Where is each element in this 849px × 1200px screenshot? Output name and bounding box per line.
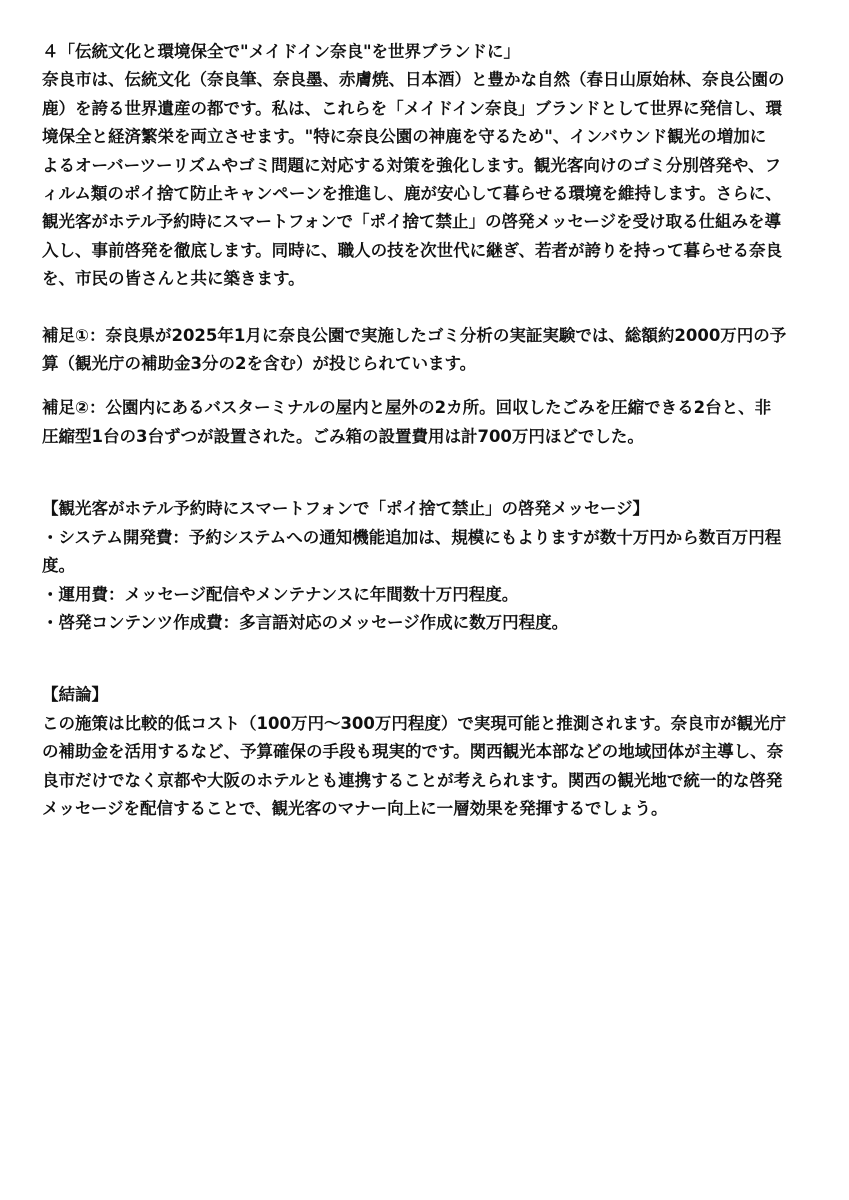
section-heading: ４「伝統文化と環境保全で"メイドイン奈良"を世界ブランドに」 (42, 42, 521, 61)
note-2: 補足②：公園内にあるバスターミナルの屋内と屋外の2カ所。回収したごみを圧縮できる2台と、非 圧縮型1台の3台ずつが設置された。ごみ箱の設置費用は計700万円ほどでした。 (42, 398, 772, 446)
section-body: 奈良市は、伝統文化（奈良筆、奈良墨、赤膚焼、日本酒）と豊かな自然（春日山原始林、奈良公園の 鹿）を誇る世界遺産の都です。私は、これらを「メイドイン奈良」ブランドとして世界に発信し、環 境保全と経済繁栄を両立させます。"特に奈良公園の神鹿を守るため"、インバウンド観光の増加に よるオーバーツーリズムやゴミ問題に対応する対策を強化します。観光客向けのゴミ分別啓発や、フ ィルム類のポイ捨て防止キャンペーンを推進し、鹿が安心して暮らせる環境を維持します。さらに、 観光客がホテル予約時にスマートフォンで「ポイ捨て禁止」の啓発メッセージを受け取る仕組みを導 入し、事前啓発を徹底します。同時に、職人の技を次世代に継ぎ、若者が誇りを持って暮らせる奈良 を、市民の皆さんと共に築きます。 (42, 70, 785, 289)
cost-list (42, 524, 812, 638)
message-section-heading: 【観光客がホテル予約時にスマートフォンで「ポイ捨て禁止」の啓発メッセージ】 (42, 499, 650, 519)
conclusion-body: この施策は比較的低コスト（100万円〜300万円程度）で実現可能と推測されます。奈良市が観光庁 の補助金を活用するなど、予算確保の手段も現実的です。関西観光本部などの地域団体が主導し、奈 良市だけでなく京都や大阪のホテルとも連携することが考えられます。関西の観光地で統一的な啓発 メッセージを配信することで、観光客のマナー向上に一層効果を発揮するでしょう。 (42, 713, 787, 818)
conclusion-heading: 【結論】 (42, 685, 108, 705)
document-page (42, 38, 812, 823)
note-1: 補足①：奈良県が2025年1月に奈良公園で実施したゴミ分析の実証実験では、総額約2000万円の予 算（観光庁の補助金3分の2を含む）が投じられています。 (42, 325, 787, 374)
cost-item-content: ・啓発コンテンツ作成費：多言語対応のメッセージ作成に数万円程度。 (42, 612, 569, 632)
cost-item-development: ・システム開発費：予約システムへの通知機能追加は、規模にもよりますが数十万円から数百万円程 度。 (42, 527, 782, 576)
cost-item-operation: ・運用費：メッセージ配信やメンテナンスに年間数十万円程度。 (42, 584, 519, 604)
